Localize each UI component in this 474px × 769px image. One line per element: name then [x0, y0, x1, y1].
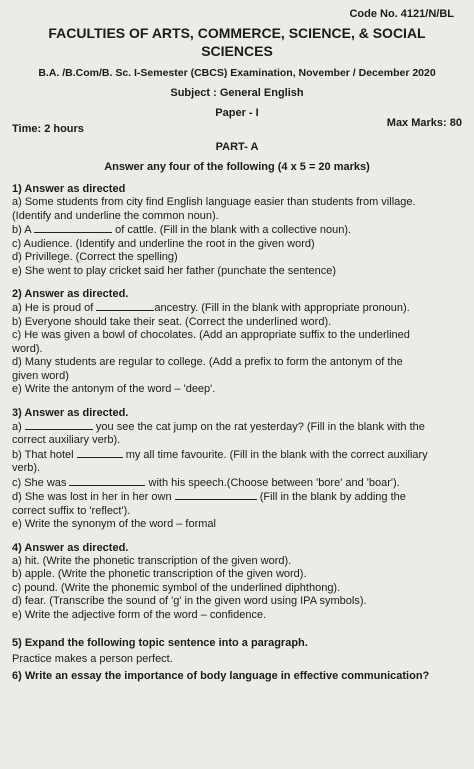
q3-c: [12, 476, 462, 491]
q2-a-blank: [96, 301, 154, 311]
instruction: Answer any four of the following (4 x 5 = 20 marks): [104, 161, 370, 173]
q1-b: [12, 223, 462, 238]
q1-e: e) She went to play cricket said her father (punchate the sentence): [12, 264, 337, 277]
q1-b-post: of cattle. (Fill in the blank with a collective noun).: [115, 224, 352, 236]
question-1: [12, 182, 462, 278]
q2-d: d) Many students are regular to college. (Add a prefix to form the antonym of the: [12, 356, 403, 368]
q3-a: [12, 420, 462, 435]
q2-b: b) Everyone should take their seat. (Correct the underlined word).: [12, 315, 332, 328]
q4-e: e) Write the adjective form of the word – confidence.: [12, 608, 267, 621]
subject-line: Subject : General English: [170, 87, 304, 99]
paper-line: Paper - I: [215, 107, 259, 119]
question-4-title: 4) Answer as directed.: [12, 541, 129, 554]
q3-d-blank: [175, 490, 257, 500]
q1-d: d) Privillege. (Correct the spelling): [12, 251, 178, 263]
question-2: [12, 287, 462, 397]
question-5: [12, 636, 462, 667]
q2-c: c) He was given a bowl of chocolates. (Add an appropriate suffix to the underlined: [12, 329, 410, 341]
q2-a: [12, 301, 462, 316]
q2-a-pre: a) He is proud of: [12, 302, 94, 314]
time-marks-row: [12, 117, 462, 135]
q1-a: a) Some students from city find English language easier than students from village.: [12, 196, 416, 208]
q3-e: e) Write the synonym of the word – formal: [12, 518, 216, 530]
q5-text: Practice makes a person perfect.: [12, 653, 173, 665]
q1-b-blank: [34, 223, 112, 233]
q3-c-blank: [69, 476, 145, 486]
q3-a-pre: a): [12, 420, 22, 433]
q4-d: d) fear. (Transcribe the sound of 'g' in the given word using IPA symbols).: [12, 595, 367, 607]
question-2-title: 2) Answer as directed.: [12, 288, 129, 300]
q1-a-cont: (Identify and underline the common noun).: [12, 209, 219, 222]
q4-c: c) pound. (Write the phonemic symbol of the underlined diphthong).: [12, 581, 341, 594]
q1-b-pre: b) A: [12, 224, 31, 236]
q3-d-cont: correct suffix to 'reflect').: [12, 504, 131, 517]
q3-d-pre: d) She was lost in her in her own: [12, 491, 172, 503]
faculty-line-1: FACULTIES OF ARTS, COMMERCE, SCIENCE, & SOCIAL: [48, 25, 426, 41]
q3-b-blank: [77, 448, 123, 458]
q3-b-post: my all time favourite. (Fill in the blank with the correct auxiliary: [125, 448, 428, 461]
q2-a-post: ancestry. (Fill in the blank with appropriate pronoun).: [154, 302, 410, 314]
q3-a-blank: [25, 420, 93, 430]
q3-c-post: with his speech.(Choose between 'bore' and 'boar').: [148, 476, 400, 489]
q3-a-post: you see the cat jump on the rat yesterday? (Fill in the blank with the: [95, 420, 425, 433]
q3-b: [12, 448, 462, 463]
question-6: [12, 669, 462, 683]
q2-d-cont: given word): [12, 369, 69, 382]
question-5-title: 5) Expand the following topic sentence into a paragraph.: [12, 637, 308, 649]
q2-c-cont: word).: [12, 342, 43, 355]
question-3-title: 3) Answer as directed.: [12, 406, 129, 419]
q3-a-cont: correct auxiliary verb).: [12, 434, 121, 446]
q4-a: a) hit. (Write the phonetic transcription of the given word).: [12, 554, 292, 567]
faculty-title: [12, 24, 462, 60]
q3-b-pre: b) That hotel: [12, 448, 74, 461]
q2-e: e) Write the antonym of the word – 'deep'.: [12, 383, 216, 395]
max-marks-label: Max Marks: 80: [386, 117, 462, 129]
exam-line: B.A. /B.Com/B. Sc. I-Semester (CBCS) Examination, November / December 2020: [38, 67, 436, 79]
q1-c: c) Audience. (Identify and underline the root in the given word): [12, 237, 315, 250]
part-heading: PART- A: [215, 141, 259, 153]
question-6-title: 6) Write an essay the importance of body language in effective communication?: [12, 669, 430, 682]
question-1-title: 1) Answer as directed: [12, 183, 126, 195]
time-label: Time: 2 hours: [12, 123, 84, 135]
code-number: Code No. 4121/N/BL: [349, 8, 454, 20]
q3-c-pre: c) She was: [12, 476, 67, 489]
q3-b-cont: verb).: [12, 462, 41, 474]
question-4: [12, 541, 462, 623]
faculty-line-2: SCIENCES: [201, 43, 273, 59]
q4-b: b) apple. (Write the phonetic transcription of the given word).: [12, 568, 307, 580]
q3-d: [12, 490, 462, 505]
question-3: [12, 406, 462, 532]
q3-d-post: (Fill in the blank by adding the: [259, 491, 406, 503]
